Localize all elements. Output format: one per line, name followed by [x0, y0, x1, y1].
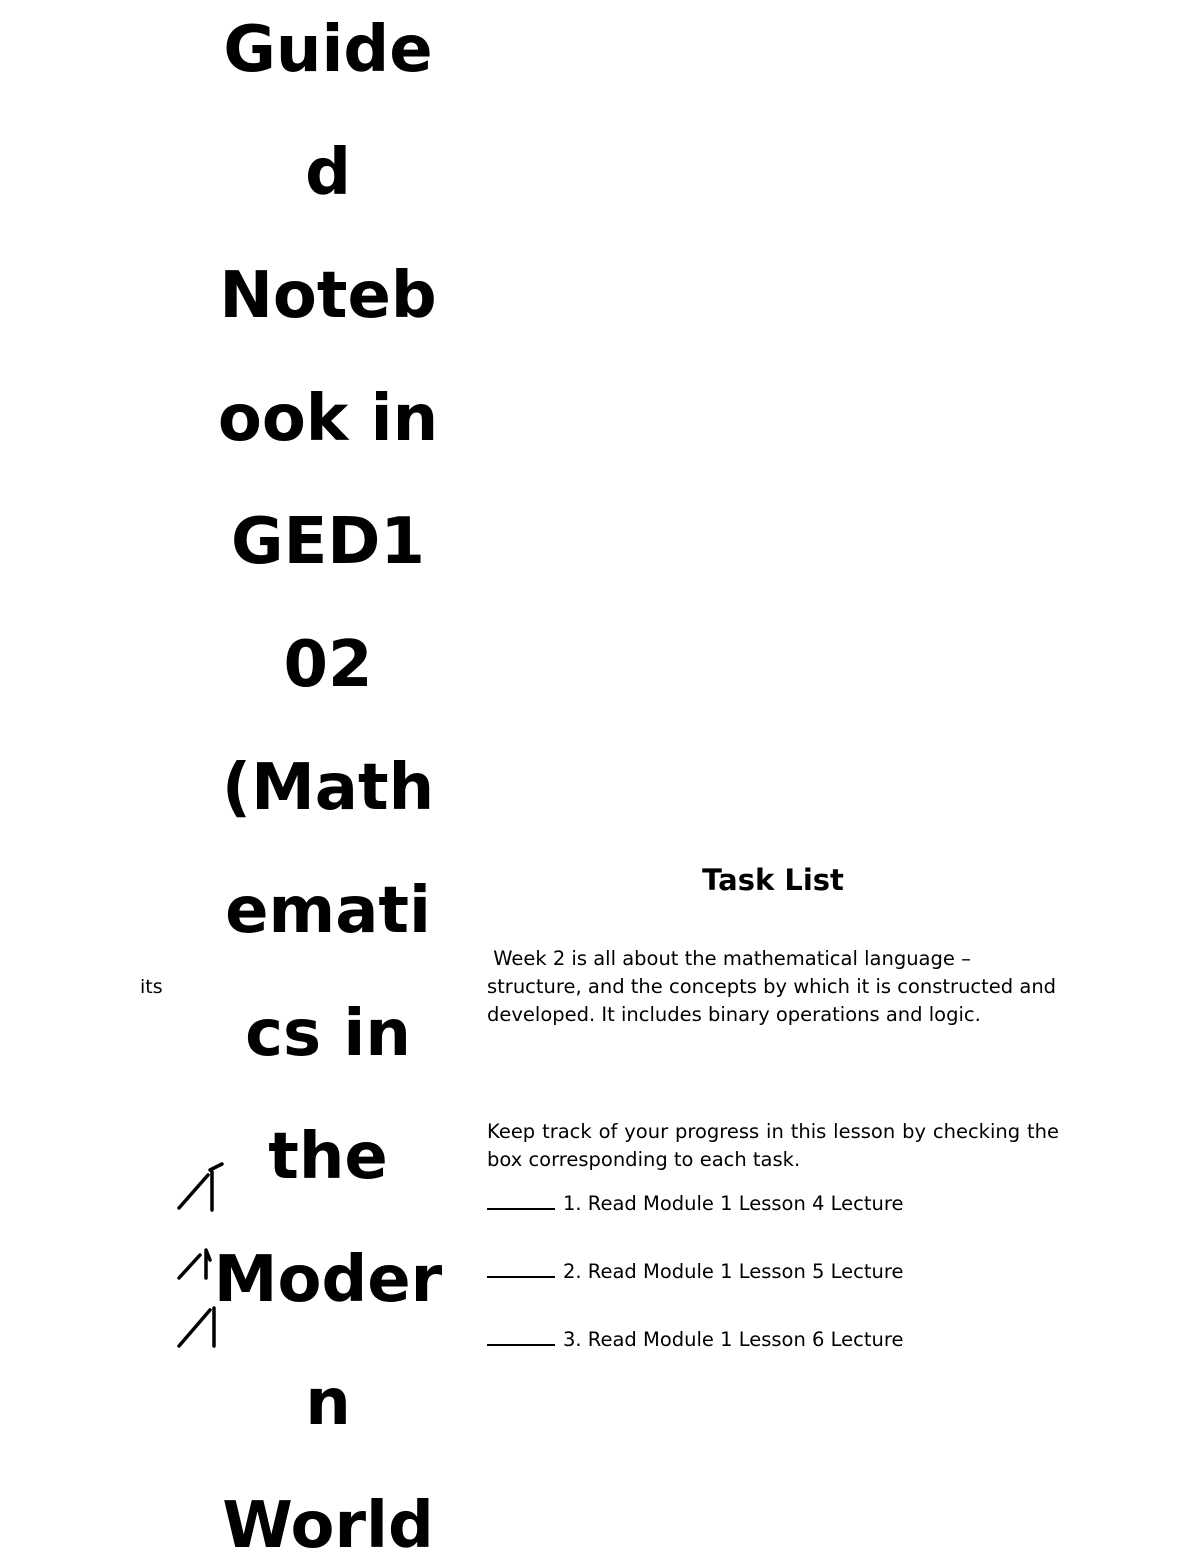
title-line: (Math — [221, 751, 435, 825]
task-checkbox-line[interactable] — [487, 1190, 555, 1210]
task-checkbox-line[interactable] — [487, 1258, 555, 1278]
title-line: 02 — [283, 628, 373, 702]
check-mark-icon — [179, 1250, 210, 1278]
title-line: the — [268, 1120, 388, 1194]
title-line: n — [305, 1366, 351, 1440]
title-line: GED1 — [231, 505, 425, 579]
title-line: Noteb — [219, 259, 437, 333]
title-line: Guide — [223, 13, 433, 87]
title-line: d — [305, 136, 351, 210]
task-item[interactable] — [487, 1326, 1059, 1354]
title-line: World — [222, 1489, 434, 1553]
task-item[interactable] — [487, 1258, 1059, 1286]
check-marks — [170, 1160, 230, 1360]
stray-word: its — [140, 976, 163, 998]
week-intro-text: Week 2 is all about the mathematical language – structure, and the concepts by which it is constructed and developed. It includes binary operations and logic. — [487, 947, 1063, 1026]
check-mark-icon — [179, 1308, 214, 1346]
task-label: 1. Read Module 1 Lesson 4 Lecture — [563, 1192, 904, 1215]
title-line: cs in — [245, 997, 411, 1071]
task-checkbox-line[interactable] — [487, 1326, 555, 1346]
check-mark-icon — [179, 1164, 222, 1210]
task-item[interactable] — [487, 1190, 1059, 1218]
title-line: ook in — [217, 382, 439, 456]
progress-instruction: Keep track of your progress in this lesson by checking the box corresponding to each task. — [487, 1120, 1059, 1171]
title-line: emati — [225, 874, 431, 948]
title-line: Moder — [213, 1243, 443, 1317]
task-list-heading: Task List — [702, 863, 844, 897]
task-label: 2. Read Module 1 Lesson 5 Lecture — [563, 1260, 904, 1283]
task-label: 3. Read Module 1 Lesson 6 Lecture — [563, 1328, 904, 1351]
